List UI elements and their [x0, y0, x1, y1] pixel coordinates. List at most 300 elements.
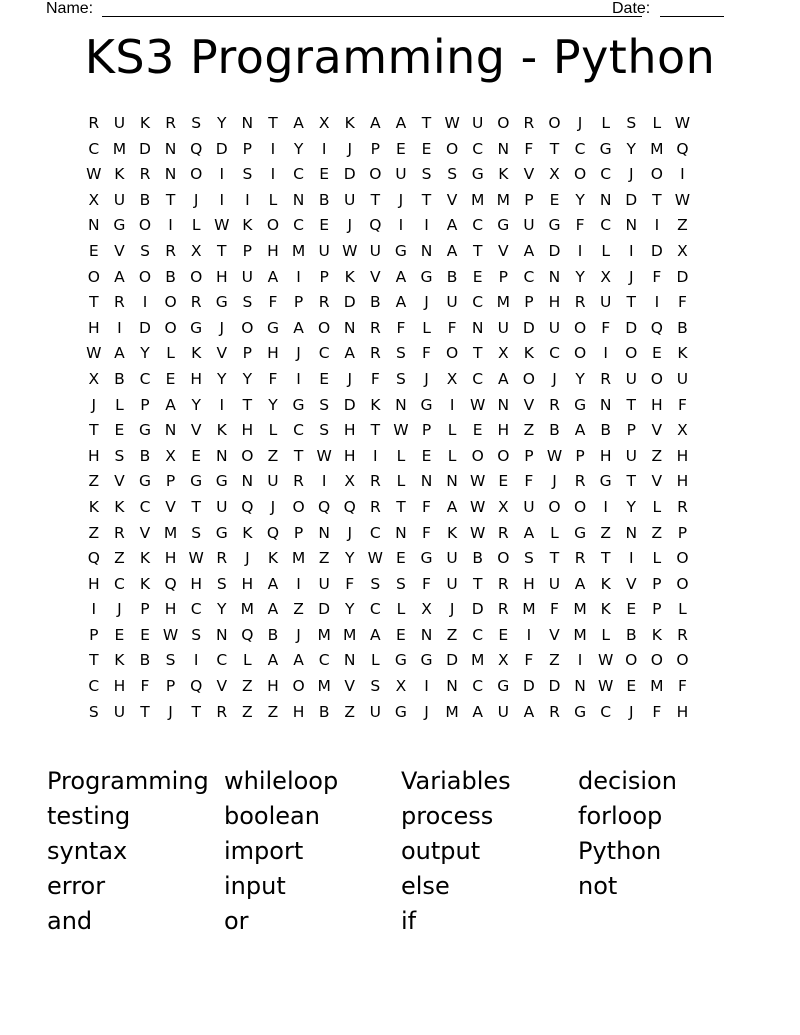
grid-letter[interactable]: F	[652, 702, 662, 721]
grid-letter[interactable]: I	[219, 165, 225, 184]
grid-letter[interactable]: F	[677, 293, 687, 312]
grid-letter[interactable]: R	[497, 600, 509, 619]
grid-letter[interactable]: M	[650, 677, 664, 696]
grid-letter[interactable]: G	[574, 523, 587, 542]
grid-letter[interactable]: K	[447, 523, 458, 542]
grid-letter[interactable]: X	[421, 600, 432, 619]
grid-letter[interactable]: V	[446, 190, 458, 209]
grid-letter[interactable]: Z	[242, 702, 253, 721]
grid-letter[interactable]: N	[471, 318, 484, 337]
grid-letter[interactable]: N	[446, 677, 458, 696]
grid-letter[interactable]: O	[650, 651, 663, 670]
grid-letter[interactable]: O	[625, 651, 638, 670]
grid-letter[interactable]: T	[268, 114, 278, 132]
grid-letter[interactable]: O	[625, 344, 638, 363]
grid-letter[interactable]: U	[625, 369, 637, 388]
grid-letter[interactable]: L	[601, 625, 610, 644]
grid-letter[interactable]: R	[369, 472, 381, 491]
grid-letter[interactable]: I	[680, 165, 685, 184]
grid-letter[interactable]: T	[242, 395, 253, 414]
grid-letter[interactable]: T	[217, 241, 227, 260]
grid-letter[interactable]: F	[652, 267, 662, 286]
grid-letter[interactable]: C	[523, 267, 535, 286]
grid-letter[interactable]: H	[241, 574, 254, 593]
grid-letter[interactable]: Z	[114, 549, 125, 568]
grid-letter[interactable]: U	[113, 702, 126, 721]
grid-letter[interactable]: O	[650, 165, 663, 184]
grid-letter[interactable]: D	[625, 318, 638, 337]
grid-letter[interactable]: P	[421, 421, 432, 440]
grid-letter[interactable]: A	[395, 114, 407, 132]
grid-letter[interactable]: A	[574, 421, 586, 440]
grid-letter[interactable]: Y	[345, 600, 355, 619]
grid-letter[interactable]: S	[396, 369, 406, 388]
grid-letter[interactable]: M	[522, 600, 536, 619]
grid-letter[interactable]: O	[497, 446, 510, 465]
grid-letter[interactable]: D	[343, 395, 356, 414]
grid-letter[interactable]: A	[293, 651, 304, 670]
grid-letter[interactable]: G	[394, 241, 407, 260]
grid-letter[interactable]: E	[498, 472, 509, 491]
grid-letter[interactable]: O	[241, 446, 254, 465]
grid-letter[interactable]: Y	[217, 369, 227, 388]
grid-letter[interactable]: J	[168, 702, 173, 721]
grid-letter[interactable]: C	[472, 216, 484, 235]
grid-letter[interactable]: L	[422, 318, 431, 337]
grid-letter[interactable]: M	[240, 600, 255, 619]
grid-letter[interactable]: K	[651, 625, 662, 644]
grid-letter[interactable]: U	[446, 574, 458, 593]
grid-letter[interactable]: B	[139, 651, 151, 670]
grid-letter[interactable]: B	[600, 421, 611, 440]
grid-letter[interactable]: B	[114, 369, 125, 388]
grid-letter[interactable]: L	[396, 446, 406, 465]
grid-letter[interactable]: G	[599, 472, 612, 491]
grid-letter[interactable]: D	[676, 267, 689, 286]
grid-letter[interactable]: J	[398, 190, 404, 209]
grid-letter[interactable]: G	[190, 472, 203, 491]
grid-letter[interactable]: T	[549, 549, 560, 568]
grid-letter[interactable]: W	[367, 549, 383, 568]
grid-letter[interactable]: A	[293, 318, 304, 337]
grid-letter[interactable]: T	[140, 702, 150, 721]
grid-letter[interactable]: N	[497, 139, 510, 158]
grid-letter[interactable]: N	[164, 139, 177, 158]
date-field-line[interactable]	[660, 16, 724, 17]
grid-letter[interactable]: K	[677, 344, 688, 363]
grid-letter[interactable]: Z	[293, 600, 304, 619]
grid-letter[interactable]: T	[191, 497, 201, 516]
grid-letter[interactable]: D	[215, 139, 228, 158]
grid-letter[interactable]: Q	[164, 574, 177, 593]
grid-letter[interactable]: Z	[344, 702, 356, 721]
grid-letter[interactable]: A	[267, 651, 279, 670]
grid-letter[interactable]: G	[497, 677, 510, 696]
grid-letter[interactable]: T	[549, 139, 560, 158]
grid-letter[interactable]: M	[163, 523, 178, 542]
grid-letter[interactable]: O	[318, 318, 331, 337]
grid-letter[interactable]: F	[396, 318, 406, 337]
grid-letter[interactable]: T	[89, 651, 99, 670]
grid-letter[interactable]: C	[472, 625, 484, 644]
grid-letter[interactable]: G	[420, 267, 433, 286]
grid-letter[interactable]: O	[138, 267, 152, 286]
grid-letter[interactable]: I	[424, 677, 429, 696]
grid-letter[interactable]: A	[370, 625, 381, 644]
grid-letter[interactable]: D	[522, 677, 535, 696]
grid-letter[interactable]: L	[268, 421, 278, 440]
grid-letter[interactable]: P	[652, 574, 662, 593]
grid-letter[interactable]: N	[164, 421, 177, 440]
grid-letter[interactable]: C	[88, 139, 100, 158]
grid-letter[interactable]: O	[573, 165, 587, 184]
grid-letter[interactable]: L	[115, 395, 124, 414]
grid-letter[interactable]: F	[422, 523, 431, 542]
grid-letter[interactable]: E	[472, 267, 483, 286]
grid-letter[interactable]: E	[472, 421, 483, 440]
grid-letter[interactable]: T	[191, 702, 201, 721]
grid-letter[interactable]: U	[369, 241, 381, 260]
grid-letter[interactable]: H	[164, 600, 177, 619]
grid-letter[interactable]: P	[524, 190, 534, 209]
grid-letter[interactable]: Y	[626, 497, 636, 516]
grid-letter[interactable]: O	[548, 497, 561, 516]
grid-letter[interactable]: I	[245, 190, 250, 209]
grid-letter[interactable]: A	[267, 574, 279, 593]
grid-letter[interactable]: C	[549, 344, 560, 363]
grid-letter[interactable]: I	[603, 344, 608, 363]
grid-letter[interactable]: J	[270, 497, 276, 516]
grid-letter[interactable]: N	[215, 625, 228, 644]
grid-letter[interactable]: O	[164, 293, 177, 312]
grid-letter[interactable]: B	[139, 190, 151, 209]
grid-letter[interactable]: A	[395, 293, 407, 312]
grid-letter[interactable]: X	[318, 114, 330, 132]
grid-letter[interactable]: F	[140, 677, 150, 696]
grid-letter[interactable]: Y	[217, 114, 227, 132]
grid-letter[interactable]: I	[219, 190, 225, 209]
grid-letter[interactable]: I	[398, 216, 404, 235]
grid-letter[interactable]: E	[114, 625, 125, 644]
grid-letter[interactable]: P	[293, 523, 304, 542]
grid-letter[interactable]: C	[472, 369, 484, 388]
grid-letter[interactable]: N	[343, 651, 356, 670]
grid-letter[interactable]: H	[190, 369, 202, 388]
grid-letter[interactable]: N	[420, 472, 433, 491]
grid-letter[interactable]: L	[268, 190, 278, 209]
grid-letter[interactable]: C	[318, 651, 330, 670]
grid-letter[interactable]: C	[600, 165, 612, 184]
grid-letter[interactable]: Z	[267, 446, 279, 465]
grid-letter[interactable]: H	[343, 421, 356, 440]
grid-letter[interactable]: L	[652, 497, 662, 516]
grid-letter[interactable]: N	[420, 625, 433, 644]
grid-letter[interactable]: P	[140, 600, 150, 619]
grid-letter[interactable]: W	[674, 190, 691, 209]
grid-letter[interactable]: U	[318, 241, 330, 260]
grid-letter[interactable]: J	[424, 369, 429, 388]
grid-letter[interactable]: Y	[140, 344, 150, 363]
grid-letter[interactable]: R	[369, 318, 381, 337]
grid-letter[interactable]: G	[113, 216, 126, 235]
grid-letter[interactable]: S	[88, 702, 99, 721]
grid-letter[interactable]: N	[215, 446, 228, 465]
grid-letter[interactable]: B	[472, 549, 484, 568]
grid-letter[interactable]: R	[677, 497, 688, 516]
grid-letter[interactable]: A	[574, 574, 586, 593]
grid-letter[interactable]: G	[420, 549, 433, 568]
grid-letter[interactable]: E	[319, 369, 330, 388]
grid-letter[interactable]: U	[497, 702, 509, 721]
grid-letter[interactable]: D	[343, 293, 356, 312]
grid-letter[interactable]: I	[654, 293, 660, 312]
grid-letter[interactable]: O	[573, 344, 587, 363]
grid-letter[interactable]: R	[574, 293, 586, 312]
grid-letter[interactable]: A	[446, 241, 458, 260]
grid-letter[interactable]: Y	[626, 139, 636, 158]
grid-letter[interactable]: X	[677, 241, 688, 260]
grid-letter[interactable]: C	[472, 293, 484, 312]
grid-letter[interactable]: N	[343, 318, 356, 337]
grid-letter[interactable]: Z	[677, 216, 688, 235]
grid-letter[interactable]: O	[548, 114, 561, 132]
grid-letter[interactable]: R	[139, 165, 151, 184]
grid-letter[interactable]: D	[471, 600, 484, 619]
grid-letter[interactable]: I	[117, 318, 122, 337]
grid-letter[interactable]: P	[242, 241, 253, 260]
grid-letter[interactable]: K	[344, 114, 355, 132]
grid-letter[interactable]: O	[676, 651, 689, 670]
grid-letter[interactable]: X	[88, 369, 100, 388]
grid-letter[interactable]: W	[188, 549, 204, 568]
grid-letter[interactable]: V	[216, 677, 228, 696]
grid-letter[interactable]: G	[138, 421, 151, 440]
grid-letter[interactable]: F	[677, 395, 687, 414]
grid-letter[interactable]: B	[677, 318, 688, 337]
grid-letter[interactable]: R	[88, 114, 100, 132]
grid-letter[interactable]: P	[165, 677, 176, 696]
grid-letter[interactable]: P	[626, 421, 636, 440]
grid-letter[interactable]: B	[370, 293, 381, 312]
grid-letter[interactable]: T	[89, 421, 99, 440]
grid-letter[interactable]: U	[216, 497, 228, 516]
grid-letter[interactable]: O	[446, 344, 459, 363]
grid-letter[interactable]: N	[292, 190, 305, 209]
grid-letter[interactable]: D	[318, 600, 331, 619]
grid-letter[interactable]: H	[267, 344, 279, 363]
grid-letter[interactable]: Z	[242, 677, 253, 696]
grid-letter[interactable]: R	[318, 293, 330, 312]
grid-letter[interactable]: W	[342, 241, 358, 260]
grid-letter[interactable]: I	[321, 472, 327, 491]
grid-letter[interactable]: U	[267, 472, 279, 491]
grid-letter[interactable]: U	[676, 369, 689, 388]
grid-letter[interactable]: K	[139, 574, 151, 593]
grid-letter[interactable]: V	[651, 472, 663, 491]
grid-letter[interactable]: S	[319, 421, 330, 440]
grid-letter[interactable]: E	[140, 625, 150, 644]
grid-letter[interactable]: U	[446, 293, 458, 312]
grid-letter[interactable]: N	[241, 472, 254, 491]
grid-letter[interactable]: W	[546, 446, 563, 465]
grid-letter[interactable]: D	[139, 318, 151, 337]
grid-letter[interactable]: M	[496, 190, 510, 209]
grid-letter[interactable]: U	[497, 318, 509, 337]
grid-letter[interactable]: I	[193, 651, 199, 670]
grid-letter[interactable]: M	[650, 139, 664, 158]
grid-letter[interactable]: H	[241, 421, 254, 440]
grid-letter[interactable]: J	[91, 395, 97, 414]
grid-letter[interactable]: G	[548, 216, 561, 235]
grid-letter[interactable]: X	[497, 344, 509, 363]
grid-letter[interactable]: V	[625, 574, 637, 593]
grid-letter[interactable]: W	[444, 114, 460, 132]
grid-letter[interactable]: S	[191, 625, 202, 644]
grid-letter[interactable]: K	[267, 549, 279, 568]
grid-letter[interactable]: B	[267, 625, 279, 644]
grid-letter[interactable]: I	[168, 216, 173, 235]
grid-letter[interactable]: X	[165, 446, 176, 465]
grid-letter[interactable]: S	[626, 114, 637, 132]
grid-letter[interactable]: N	[625, 216, 638, 235]
grid-letter[interactable]: C	[600, 702, 612, 721]
grid-letter[interactable]: P	[677, 523, 688, 542]
grid-letter[interactable]: G	[215, 523, 228, 542]
grid-letter[interactable]: P	[370, 139, 380, 158]
grid-letter[interactable]: F	[524, 472, 534, 491]
grid-letter[interactable]: F	[268, 293, 278, 312]
grid-letter[interactable]: J	[296, 344, 301, 363]
grid-letter[interactable]: U	[369, 702, 381, 721]
grid-letter[interactable]: U	[599, 293, 612, 312]
grid-letter[interactable]: F	[524, 139, 534, 158]
grid-letter[interactable]: Y	[575, 190, 585, 209]
grid-letter[interactable]: U	[548, 574, 561, 593]
grid-letter[interactable]: K	[600, 600, 611, 619]
grid-letter[interactable]: H	[676, 702, 689, 721]
grid-letter[interactable]: I	[270, 165, 276, 184]
grid-letter[interactable]: P	[652, 600, 662, 619]
grid-letter[interactable]: E	[421, 139, 432, 158]
grid-letter[interactable]: T	[472, 574, 483, 593]
grid-letter[interactable]: H	[215, 267, 228, 286]
grid-letter[interactable]: X	[497, 651, 509, 670]
grid-letter[interactable]: A	[370, 114, 381, 132]
grid-letter[interactable]: V	[114, 241, 125, 260]
grid-letter[interactable]: C	[216, 651, 228, 670]
grid-letter[interactable]: W	[470, 472, 486, 491]
grid-letter[interactable]: I	[526, 625, 532, 644]
grid-letter[interactable]: W	[470, 523, 486, 542]
grid-letter[interactable]: L	[678, 600, 687, 619]
grid-letter[interactable]: N	[548, 267, 561, 286]
grid-letter[interactable]: C	[139, 369, 151, 388]
grid-letter[interactable]: V	[523, 395, 535, 414]
grid-letter[interactable]: J	[424, 702, 429, 721]
grid-letter[interactable]: R	[165, 241, 176, 260]
grid-letter[interactable]: Y	[268, 395, 278, 414]
grid-letter[interactable]: X	[344, 472, 356, 491]
grid-letter[interactable]: F	[370, 369, 380, 388]
grid-letter[interactable]: J	[577, 114, 583, 132]
grid-letter[interactable]: O	[190, 165, 203, 184]
grid-letter[interactable]: O	[676, 574, 689, 593]
grid-letter[interactable]: N	[446, 472, 458, 491]
grid-letter[interactable]: C	[293, 421, 304, 440]
grid-letter[interactable]: R	[497, 523, 509, 542]
grid-letter[interactable]: A	[267, 600, 279, 619]
grid-letter[interactable]: J	[628, 165, 634, 184]
grid-letter[interactable]: H	[87, 446, 100, 465]
grid-letter[interactable]: Z	[318, 549, 330, 568]
grid-letter[interactable]: D	[548, 241, 561, 260]
grid-letter[interactable]: F	[601, 318, 611, 337]
grid-letter[interactable]: W	[214, 216, 230, 235]
grid-letter[interactable]: I	[449, 395, 455, 414]
grid-letter[interactable]: T	[626, 472, 636, 491]
grid-letter[interactable]: V	[114, 472, 125, 491]
grid-letter[interactable]: O	[573, 318, 587, 337]
grid-letter[interactable]: A	[114, 267, 125, 286]
grid-letter[interactable]: K	[600, 574, 611, 593]
grid-letter[interactable]: Q	[369, 216, 382, 235]
grid-letter[interactable]: Y	[217, 600, 227, 619]
grid-letter[interactable]: M	[291, 241, 306, 260]
grid-letter[interactable]: V	[370, 267, 381, 286]
grid-letter[interactable]: W	[86, 165, 102, 184]
grid-letter[interactable]: E	[191, 446, 202, 465]
grid-letter[interactable]: C	[190, 600, 202, 619]
grid-letter[interactable]: O	[138, 216, 152, 235]
grid-letter[interactable]: C	[369, 523, 381, 542]
grid-letter[interactable]: I	[270, 139, 276, 158]
grid-letter[interactable]: M	[496, 293, 510, 312]
grid-letter[interactable]: D	[139, 139, 151, 158]
grid-letter[interactable]: U	[241, 267, 254, 286]
grid-letter[interactable]: C	[139, 497, 151, 516]
grid-letter[interactable]: B	[139, 446, 151, 465]
grid-letter[interactable]: I	[628, 549, 634, 568]
grid-letter[interactable]: I	[654, 216, 660, 235]
grid-letter[interactable]: T	[165, 190, 176, 209]
grid-letter[interactable]: J	[117, 600, 122, 619]
grid-letter[interactable]: O	[241, 318, 254, 337]
grid-letter[interactable]: U	[344, 190, 356, 209]
grid-letter[interactable]: X	[190, 241, 202, 260]
grid-letter[interactable]: Y	[345, 549, 355, 568]
grid-letter[interactable]: I	[219, 395, 225, 414]
grid-letter[interactable]: V	[523, 165, 535, 184]
grid-letter[interactable]: O	[266, 216, 280, 235]
grid-letter[interactable]: F	[575, 216, 585, 235]
grid-letter[interactable]: N	[241, 114, 254, 132]
grid-letter[interactable]: W	[470, 395, 486, 414]
grid-letter[interactable]: L	[447, 446, 457, 465]
grid-letter[interactable]: D	[625, 190, 638, 209]
grid-letter[interactable]: B	[549, 421, 560, 440]
grid-letter[interactable]: S	[421, 165, 432, 184]
grid-letter[interactable]: P	[89, 625, 99, 644]
grid-letter[interactable]: K	[114, 497, 125, 516]
grid-letter[interactable]: X	[497, 497, 509, 516]
grid-letter[interactable]: E	[651, 344, 662, 363]
grid-letter[interactable]: C	[318, 344, 330, 363]
grid-letter[interactable]: V	[344, 677, 356, 696]
grid-letter[interactable]: O	[164, 318, 177, 337]
grid-letter[interactable]: I	[296, 574, 301, 593]
grid-letter[interactable]: G	[190, 318, 203, 337]
grid-letter[interactable]: O	[446, 139, 459, 158]
